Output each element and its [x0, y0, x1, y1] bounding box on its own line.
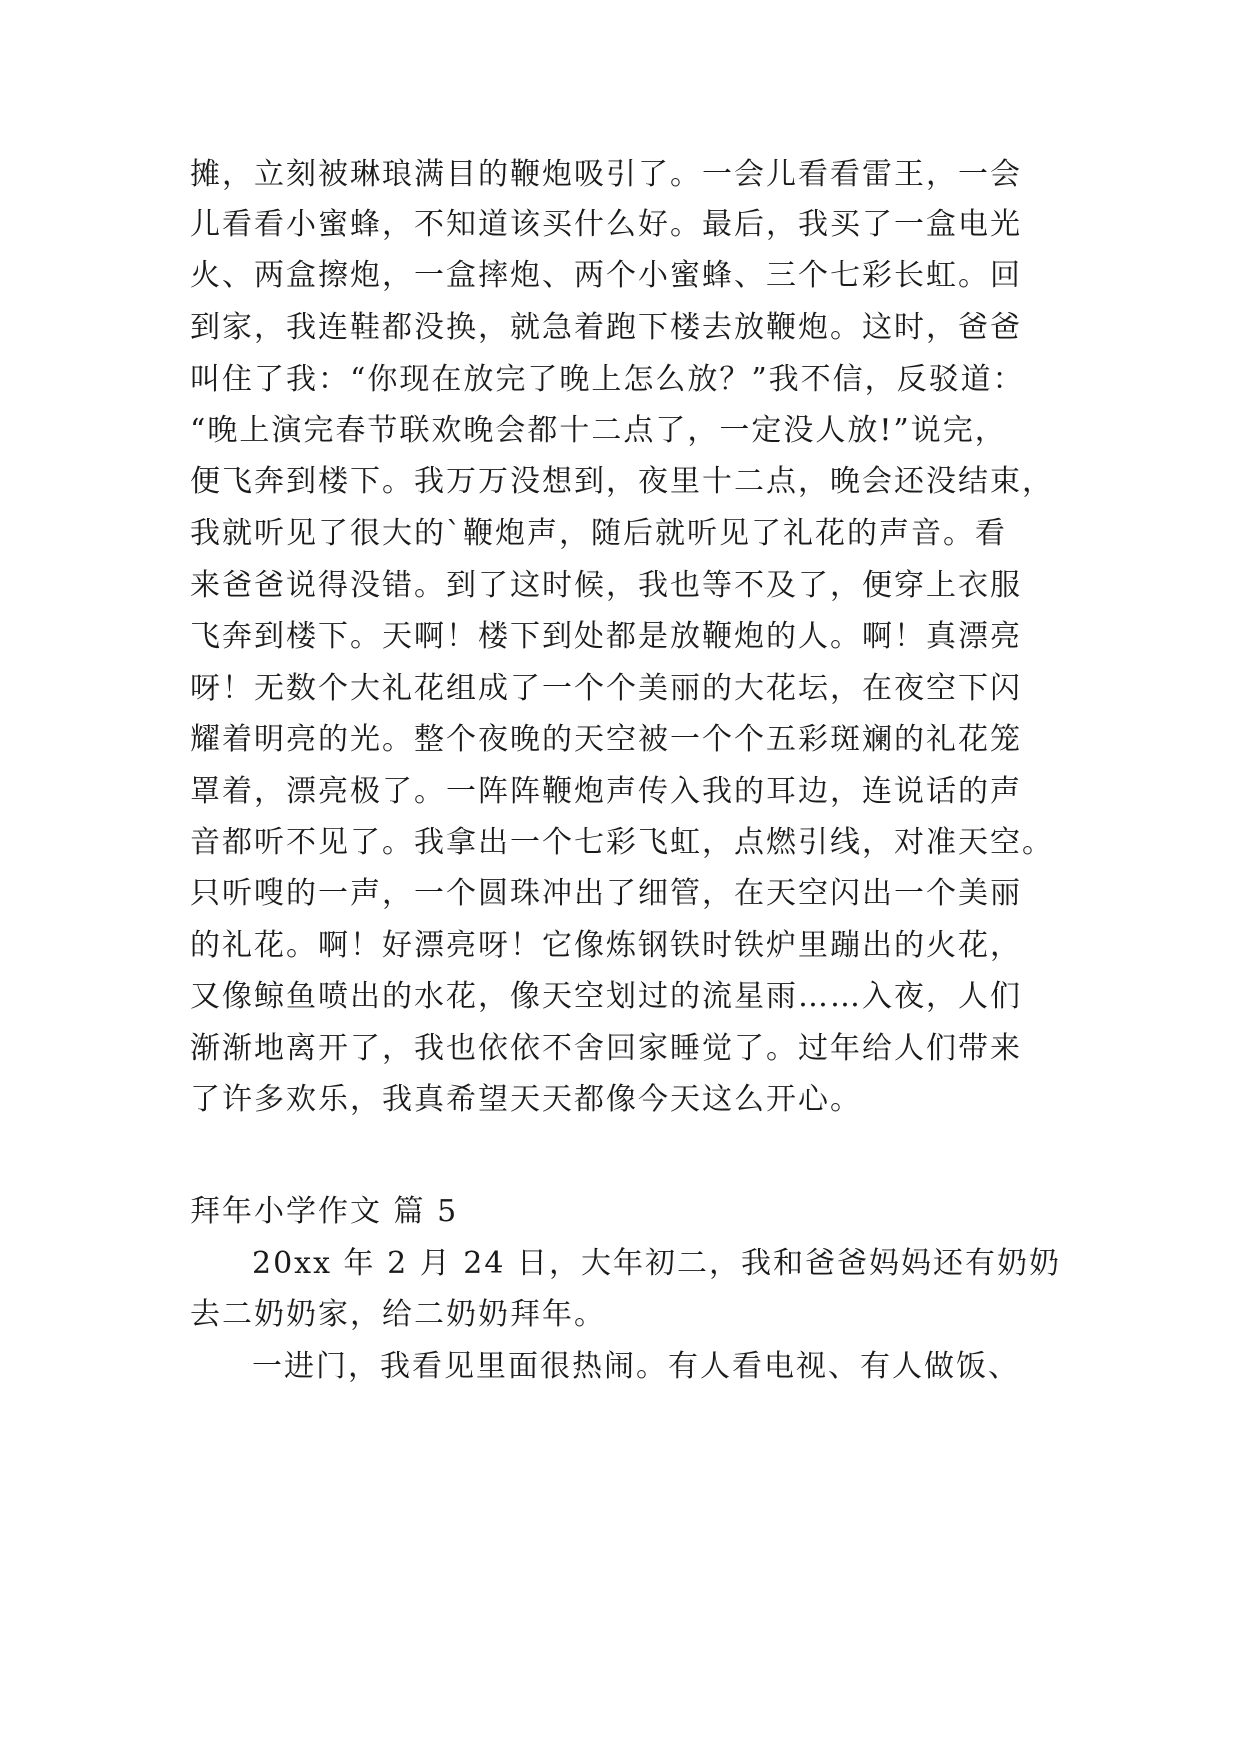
- paragraph-line: 到家，我连鞋都没换，就急着跑下楼去放鞭炮。这时，爸爸: [190, 310, 1022, 345]
- paragraph-line: 耀着明亮的光。整个夜晚的天空被一个个五彩斑斓的礼花笼: [190, 722, 1022, 757]
- paragraph-line: 去二奶奶家，给二奶奶拜年。: [190, 1297, 606, 1332]
- paragraph-line: 的礼花。啊！好漂亮呀！它像炼钢铁时铁炉里蹦出的火花，: [190, 928, 1022, 963]
- paragraph-line: 便飞奔到楼下。我万万没想到，夜里十二点，晚会还没结束，: [190, 464, 1054, 499]
- paragraph-line: 火、两盒擦炮，一盒摔炮、两个小蜜蜂、三个七彩长虹。回: [190, 258, 1022, 293]
- paragraph-line: 20xx 年 2 月 24 日，大年初二，我和爸爸妈妈还有奶奶: [252, 1246, 1061, 1281]
- paragraph-line: 渐渐地离开了，我也依依不舍回家睡觉了。过年给人们带来: [190, 1031, 1022, 1066]
- paragraph-line: 来爸爸说得没错。到了这时候，我也等不及了，便穿上衣服: [190, 568, 1022, 603]
- paragraph-line: “晚上演完春节联欢晚会都十二点了，一定没人放!”说完，: [190, 413, 1007, 448]
- paragraph-line: 叫住了我：“你现在放完了晚上怎么放？”我不信，反驳道：: [190, 362, 1025, 397]
- paragraph-line: 只听嗖的一声，一个圆珠冲出了细管，在天空闪出一个美丽: [190, 876, 1022, 911]
- paragraph-line: 我就听见了很大的`鞭炮声，随后就听见了礼花的声音。看: [190, 516, 1007, 551]
- paragraph-line: 儿看看小蜜蜂，不知道该买什么好。最后，我买了一盒电光: [190, 207, 1022, 242]
- paragraph-line: 又像鲸鱼喷出的水花，像天空划过的流星雨……入夜，人们: [190, 979, 1022, 1014]
- paragraph-line: 音都听不见了。我拿出一个七彩飞虹，点燃引线，对准天空。: [190, 825, 1054, 860]
- section-heading: 拜年小学作文 篇 5: [190, 1194, 459, 1229]
- paragraph-line: 飞奔到楼下。天啊！楼下到处都是放鞭炮的人。啊！真漂亮: [190, 619, 1022, 654]
- paragraph-line: 了许多欢乐，我真希望天天都像今天这么开心。: [190, 1082, 862, 1117]
- paragraph-line: 摊，立刻被琳琅满目的鞭炮吸引了。一会儿看看雷王，一会: [190, 157, 1022, 192]
- paragraph-line: 罩着，漂亮极了。一阵阵鞭炮声传入我的耳边，连说话的声: [190, 774, 1022, 809]
- paragraph-line: 呀！无数个大礼花组成了一个个美丽的大花坛，在夜空下闪: [190, 671, 1022, 706]
- paragraph-line: 一进门，我看见里面很热闹。有人看电视、有人做饭、: [252, 1349, 1020, 1384]
